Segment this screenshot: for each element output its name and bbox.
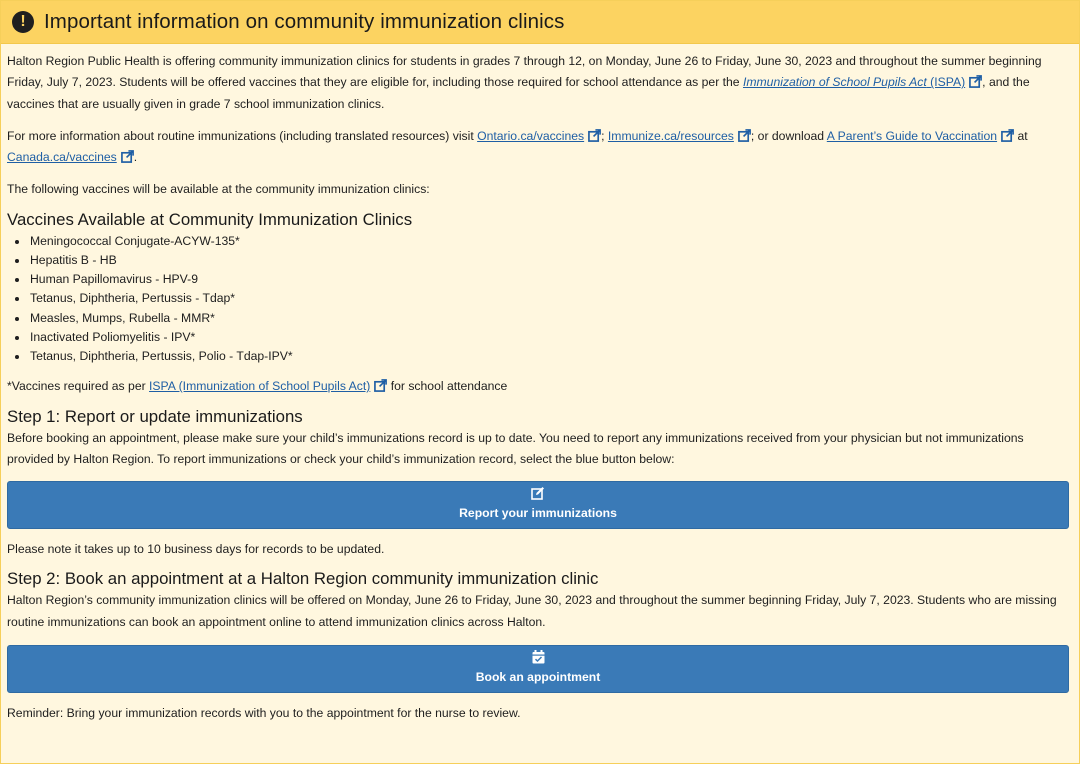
ispa-link[interactable]: [743, 75, 965, 89]
ispa-link-2[interactable]: ISPA (Immunization of School Pupils Act): [149, 379, 371, 394]
ontario-vaccines-link[interactable]: Ontario.ca/vaccines: [477, 128, 585, 143]
list-item: • Measles, Mumps, Rubella - MMR*: [29, 309, 1073, 328]
resources-text: For more information about routine immunizations (including translated resources) visit: [7, 128, 478, 143]
step2-heading: Step 2: Book an appointment at a Halton Region community immunization clinic: [7, 569, 599, 589]
exclamation-icon: !: [12, 11, 34, 33]
external-link-icon: [121, 150, 134, 163]
book-appointment-button[interactable]: [7, 645, 1069, 693]
list-item: • Meningococcal Conjugate-ACYW-135*: [29, 232, 1073, 251]
alert-body: [1, 44, 1079, 724]
edit-icon: [531, 485, 545, 501]
report-immunizations-label: Report your immunizations: [459, 506, 617, 521]
ispa-link-suffix: (ISPA): [926, 75, 966, 90]
ispa-link-italic: Immunization of School Pupils Act: [742, 75, 927, 90]
step2-body: Halton Region’s community immunization clinics will be offered on Monday, June 26 to Friday, June 30, 2023 and throughout the summer beginning Friday, July 7, 2023. Students who are missing routine immunizations can book an appointment online to attend immunization clinics across Halton.: [7, 593, 1057, 629]
book-appointment-label: Book an appointment: [475, 670, 601, 685]
list-item: • Hepatitis B - HB: [29, 251, 1073, 270]
reminder-text: Reminder: Bring your immunization records with you to the appointment for the nurse to review.: [7, 705, 521, 720]
list-item: • Inactivated Poliomyelitis - IPV*: [29, 328, 1073, 347]
resources-text-3: at: [1014, 128, 1028, 143]
required-note-suffix: for school attendance: [387, 379, 508, 394]
list-item: • Tetanus, Diphtheria, Pertussis, Polio - Tdap-IPV*: [29, 347, 1073, 366]
list-item: • Tetanus, Diphtheria, Pertussis - Tdap*: [29, 289, 1073, 308]
list-item: • Human Papillomavirus - HPV-9: [29, 270, 1073, 289]
resources-sep: ;: [601, 128, 608, 143]
report-immunizations-button[interactable]: [7, 481, 1069, 529]
external-link-icon: [374, 379, 387, 392]
resources-paragraph: [7, 126, 1073, 169]
step1-note: Please note it takes up to 10 business days for records to be updated.: [7, 542, 385, 557]
intro-paragraph: [7, 51, 1073, 115]
external-link-icon: [1001, 129, 1014, 142]
step1-heading: Step 1: Report or update immunizations: [7, 406, 303, 426]
vaccine-list: [7, 232, 1073, 366]
external-link-icon: [588, 129, 601, 142]
intro-text-end: , and the vaccines that are usually given in grade 7 school immunization clinics.: [7, 75, 1030, 111]
external-link-icon: [738, 129, 751, 142]
alert-title: Important information on community immunization clinics: [44, 10, 565, 33]
canada-vaccines-link[interactable]: Canada.ca/vaccines: [7, 150, 117, 165]
alert-header: [1, 1, 1079, 44]
required-note: [7, 376, 1073, 397]
availability-intro: The following vaccines will be available at the community immunization clinics:: [7, 182, 430, 197]
immunize-resources-link[interactable]: Immunize.ca/resources: [607, 128, 734, 143]
external-link-icon: [969, 75, 982, 88]
required-note-prefix: *Vaccines required as per: [7, 379, 150, 394]
calendar-check-icon: [532, 649, 545, 665]
resources-text-2: ; or download: [750, 128, 827, 143]
resources-text-end: .: [133, 150, 138, 165]
vaccines-heading: Vaccines Available at Community Immunization Clinics: [7, 209, 413, 229]
step1-body: Before booking an appointment, please make sure your child’s immunizations record is up to date. You need to report any immunizations received from your physician but not immunizations provided by Halton Region. To report immunizations or check your child’s immunization record, select the blue button below:: [7, 430, 1024, 466]
intro-text: Halton Region Public Health is offering community immunization clinics for students in grades 7 through 12, on Monday, June 26 to Friday, June 30, 2023 and throughout the summer beginning Friday, July 7, 2023. Students will be offered vaccines that they are eligible for, including those required for school attendance as per the: [7, 54, 1042, 90]
parents-guide-link[interactable]: A Parent’s Guide to Vaccination: [826, 128, 998, 143]
